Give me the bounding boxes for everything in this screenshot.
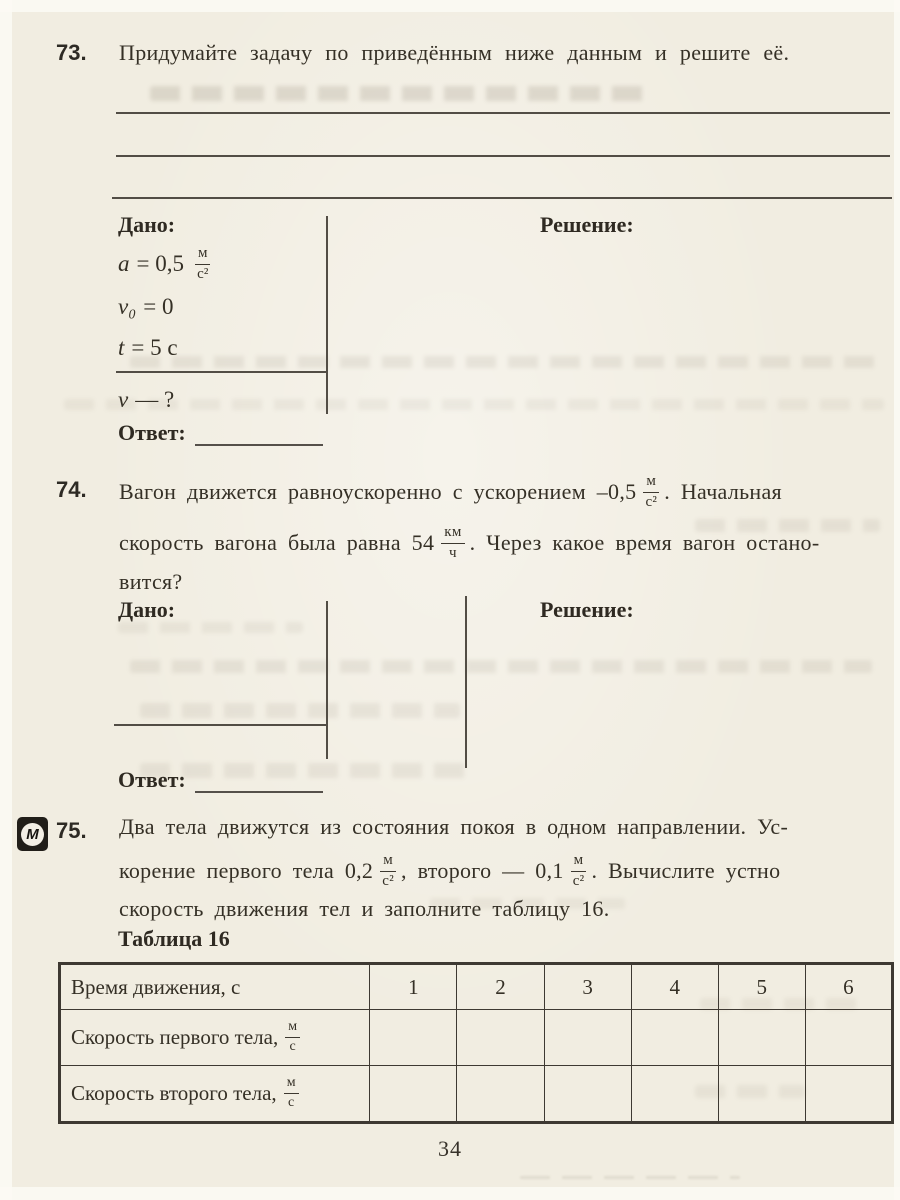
problem-75-text-line1 bbox=[119, 812, 788, 842]
text-segment: вится? bbox=[119, 569, 183, 594]
empty-cell bbox=[457, 1066, 544, 1123]
text-segment: . Вычислите устно bbox=[591, 858, 781, 883]
page-edge bbox=[0, 0, 12, 1200]
problem-73-number: 73. bbox=[56, 40, 87, 65]
empty-cell bbox=[805, 1010, 892, 1066]
dano-divider-line bbox=[326, 601, 328, 759]
text-segment: , второго — 0,1 bbox=[401, 858, 564, 883]
header-value-cell: 5 bbox=[718, 964, 805, 1010]
problem-73-text: Придумайте задачу по приведённым ниже данным и решите её. bbox=[119, 40, 790, 65]
dano-separator-line bbox=[116, 371, 327, 373]
problem-74-text-line3 bbox=[119, 567, 183, 597]
header-value-cell: 1 bbox=[370, 964, 457, 1010]
table-header-row bbox=[60, 964, 893, 1010]
bleedthrough-artifact bbox=[64, 399, 884, 410]
text-segment: Два тела движутся из состояния покоя в одном направлении. Ус- bbox=[119, 814, 789, 839]
given-value-v0 bbox=[118, 293, 173, 321]
page-edge bbox=[0, 1187, 900, 1200]
bleedthrough-artifact bbox=[118, 622, 303, 633]
text-segment: скорость движения тел и заполните таблицу 16. bbox=[119, 896, 610, 921]
value-text: = 0,5 bbox=[136, 251, 184, 276]
empty-cell bbox=[544, 1010, 631, 1066]
fraction-km-per-h: км ч bbox=[441, 525, 464, 562]
header-value-cell: 2 bbox=[457, 964, 544, 1010]
text-segment: . Начальная bbox=[664, 479, 782, 504]
bleedthrough-artifact bbox=[140, 703, 460, 718]
value-text: = 0 bbox=[143, 294, 174, 319]
fraction-m-per-s2: м с² bbox=[380, 853, 396, 890]
empty-cell bbox=[805, 1066, 892, 1123]
writing-line bbox=[112, 197, 892, 199]
value-text: = 5 с bbox=[131, 335, 178, 360]
writing-line bbox=[116, 155, 890, 157]
table-row-first-body bbox=[60, 1010, 893, 1066]
empty-cell bbox=[370, 1010, 457, 1066]
bleedthrough-artifact bbox=[130, 356, 875, 368]
given-value-a bbox=[118, 243, 214, 285]
row-label-cell: Скорость первого тела, м с bbox=[60, 1010, 370, 1066]
otvet-row bbox=[118, 420, 323, 446]
m-letter: М bbox=[21, 823, 44, 846]
dano-label: Дано: bbox=[118, 597, 176, 622]
otvet-label: Ответ: bbox=[118, 420, 186, 445]
problem-74-text-line1 bbox=[119, 466, 782, 518]
writing-line bbox=[116, 112, 890, 114]
problem-74-text-line2 bbox=[119, 517, 819, 569]
var-a: a bbox=[118, 251, 130, 276]
find-value-v bbox=[118, 386, 174, 414]
reshenie-label: Решение: bbox=[540, 597, 634, 622]
otvet-label: Ответ: bbox=[118, 767, 186, 792]
problem-75-number: 75. bbox=[56, 818, 87, 843]
dano-separator-line bbox=[114, 724, 327, 726]
var-t: t bbox=[118, 335, 125, 360]
page-edge bbox=[894, 0, 900, 1200]
answer-blank-line bbox=[195, 422, 323, 446]
value-text: — ? bbox=[135, 387, 175, 412]
dano-divider-line bbox=[465, 596, 467, 768]
bleedthrough-artifact bbox=[150, 86, 645, 101]
page-number: 34 bbox=[438, 1136, 462, 1161]
dano-divider-line bbox=[326, 216, 328, 414]
text-segment: корение первого тела 0,2 bbox=[119, 858, 374, 883]
problem-75-text-line3 bbox=[119, 894, 610, 924]
row-label-cell: Скорость второго тела, м с bbox=[60, 1066, 370, 1123]
header-label-cell: Время движения, с bbox=[60, 964, 370, 1010]
methodical-m-badge-icon bbox=[17, 817, 48, 851]
text-segment: . Через какое время вагон остано- bbox=[469, 530, 820, 555]
header-value-cell: 4 bbox=[631, 964, 718, 1010]
var-v0: v₀ bbox=[118, 294, 137, 319]
empty-cell bbox=[718, 1066, 805, 1123]
reshenie-label: Решение: bbox=[540, 212, 634, 237]
table-row-second-body bbox=[60, 1066, 893, 1123]
table-16 bbox=[58, 962, 894, 1124]
text-segment: Вагон движется равноускоренно с ускорением –0,5 bbox=[119, 479, 637, 504]
bleedthrough-artifact bbox=[130, 660, 872, 673]
empty-cell bbox=[544, 1066, 631, 1123]
empty-cell bbox=[631, 1066, 718, 1123]
fraction-m-per-s2: м с² bbox=[195, 246, 211, 283]
empty-cell bbox=[457, 1010, 544, 1066]
fraction-m-per-s2: м с² bbox=[643, 474, 659, 511]
text-segment: скорость вагона была равна 54 bbox=[119, 530, 435, 555]
otvet-row bbox=[118, 767, 323, 793]
fraction-m-per-s2: м с² bbox=[571, 853, 587, 890]
problem-74-number: 74. bbox=[56, 477, 87, 502]
answer-blank-line bbox=[195, 769, 323, 793]
empty-cell bbox=[718, 1010, 805, 1066]
page-edge bbox=[0, 0, 900, 12]
bleedthrough-artifact bbox=[520, 1176, 740, 1179]
var-v: v bbox=[118, 387, 129, 412]
problem-75-text-line2 bbox=[119, 845, 780, 897]
table-16-title: Таблица 16 bbox=[118, 926, 230, 951]
header-value-cell: 6 bbox=[805, 964, 892, 1010]
header-value-cell: 3 bbox=[544, 964, 631, 1010]
fraction-m-per-s: м с bbox=[284, 1076, 299, 1110]
given-value-t bbox=[118, 334, 178, 362]
empty-cell bbox=[370, 1066, 457, 1123]
fraction-m-per-s: м с bbox=[285, 1020, 300, 1054]
empty-cell bbox=[631, 1010, 718, 1066]
dano-label: Дано: bbox=[118, 212, 176, 237]
